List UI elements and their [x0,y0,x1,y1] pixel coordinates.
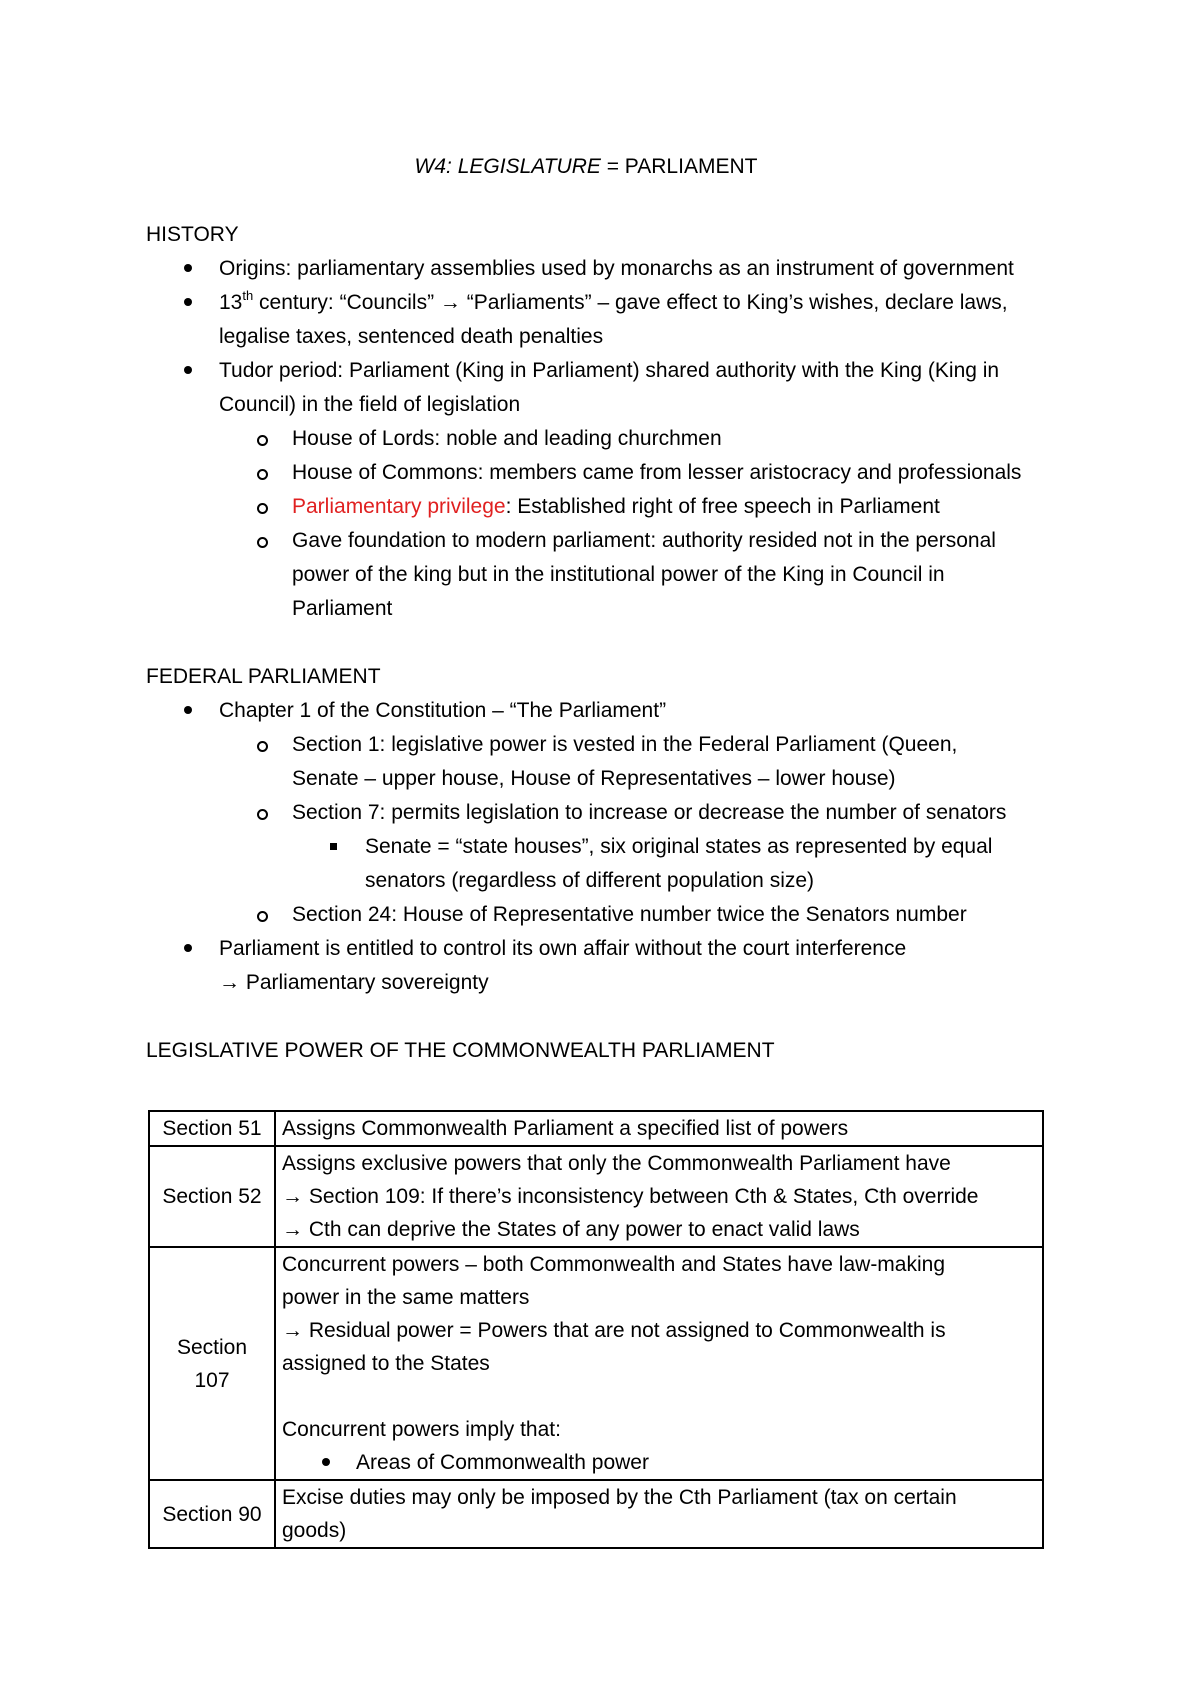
bullet-icon [184,366,192,374]
list-item: Section 7: permits legislation to increase or decrease the number of senators [146,796,1046,830]
sections-table [148,1110,1044,1549]
list-item: Tudor period: Parliament (King in Parliament) shared authority with the King (King in Council) in the field of legislation [146,354,1046,422]
description-cell: Assigns exclusive powers that only the Commonwealth Parliament have → Section 109: If there’s inconsistency between Cth & States, Cth override → Cth can deprive the States of any power to enact valid laws [275,1146,1043,1247]
bullet-icon [184,944,192,952]
list-item: Areas of Commonwealth power [282,1446,1036,1479]
section-cell: Section 51 [149,1111,275,1146]
description-cell: Concurrent powers – both Commonwealth and States have law-making power in the same matters → Residual power = Powers that are not assigned to Commonwealth is assigned to the States Concurrent powers imply that: Areas of Commonwealth power [275,1247,1043,1480]
section-cell: Section 107 [149,1247,275,1480]
federal-list [146,694,1046,1000]
document-body [146,150,1046,1068]
circle-bullet-icon [257,435,268,446]
bullet-icon [184,298,192,306]
description-cell: Assigns Commonwealth Parliament a specified list of powers [275,1111,1043,1146]
list-item: Parliamentary privilege: Established right of free speech in Parliament [146,490,1046,524]
history-list [146,252,1046,626]
table-row [149,1111,1043,1146]
circle-bullet-icon [257,741,268,752]
description-cell: Excise duties may only be imposed by the Cth Parliament (tax on certain goods) [275,1480,1043,1548]
list-item: Senate = “state houses”, six original states as represented by equal senators (regardless of different population size) [146,830,1046,898]
list-item: Parliament is entitled to control its own affair without the court interference → Parliamentary sovereignty [146,932,1046,1000]
list-item: House of Commons: members came from lesser aristocracy and professionals [146,456,1046,490]
list-item: House of Lords: noble and leading churchmen [146,422,1046,456]
highlight-term: Parliamentary privilege [292,495,506,518]
bullet-icon [322,1458,330,1466]
list-item: 13th century: “Councils” → “Parliaments” – gave effect to King’s wishes, declare laws, legalise taxes, sentenced death penalties [146,286,1046,354]
circle-bullet-icon [257,503,268,514]
list-item: Gave foundation to modern parliament: authority resided not in the personal power of the king but in the institutional power of the King in Council in Parliament [146,524,1046,626]
section-cell: Section 90 [149,1480,275,1548]
federal-heading: FEDERAL PARLIAMENT [146,665,381,688]
table-row [149,1247,1043,1480]
list-item: Section 1: legislative power is vested in the Federal Parliament (Queen, Senate – upper house, House of Representatives – lower house) [146,728,1046,796]
list-item: Section 24: House of Representative number twice the Senators number [146,898,1046,932]
circle-bullet-icon [257,469,268,480]
title-rest: = PARLIAMENT [600,155,758,178]
title-italic: W4: LEGISLATURE [414,155,601,178]
circle-bullet-icon [257,537,268,548]
section-cell: Section 52 [149,1146,275,1247]
list-item: Chapter 1 of the Constitution – “The Parliament” [146,694,1046,728]
bullet-icon [184,264,192,272]
page-title [126,150,1046,184]
table-row [149,1480,1043,1548]
table-row [149,1146,1043,1247]
legislative-heading: LEGISLATIVE POWER OF THE COMMONWEALTH PARLIAMENT [146,1039,775,1062]
circle-bullet-icon [257,809,268,820]
bullet-icon [184,706,192,714]
history-heading: HISTORY [146,223,239,246]
square-bullet-icon [330,843,337,850]
circle-bullet-icon [257,911,268,922]
list-item: Origins: parliamentary assemblies used by monarchs as an instrument of government [146,252,1046,286]
